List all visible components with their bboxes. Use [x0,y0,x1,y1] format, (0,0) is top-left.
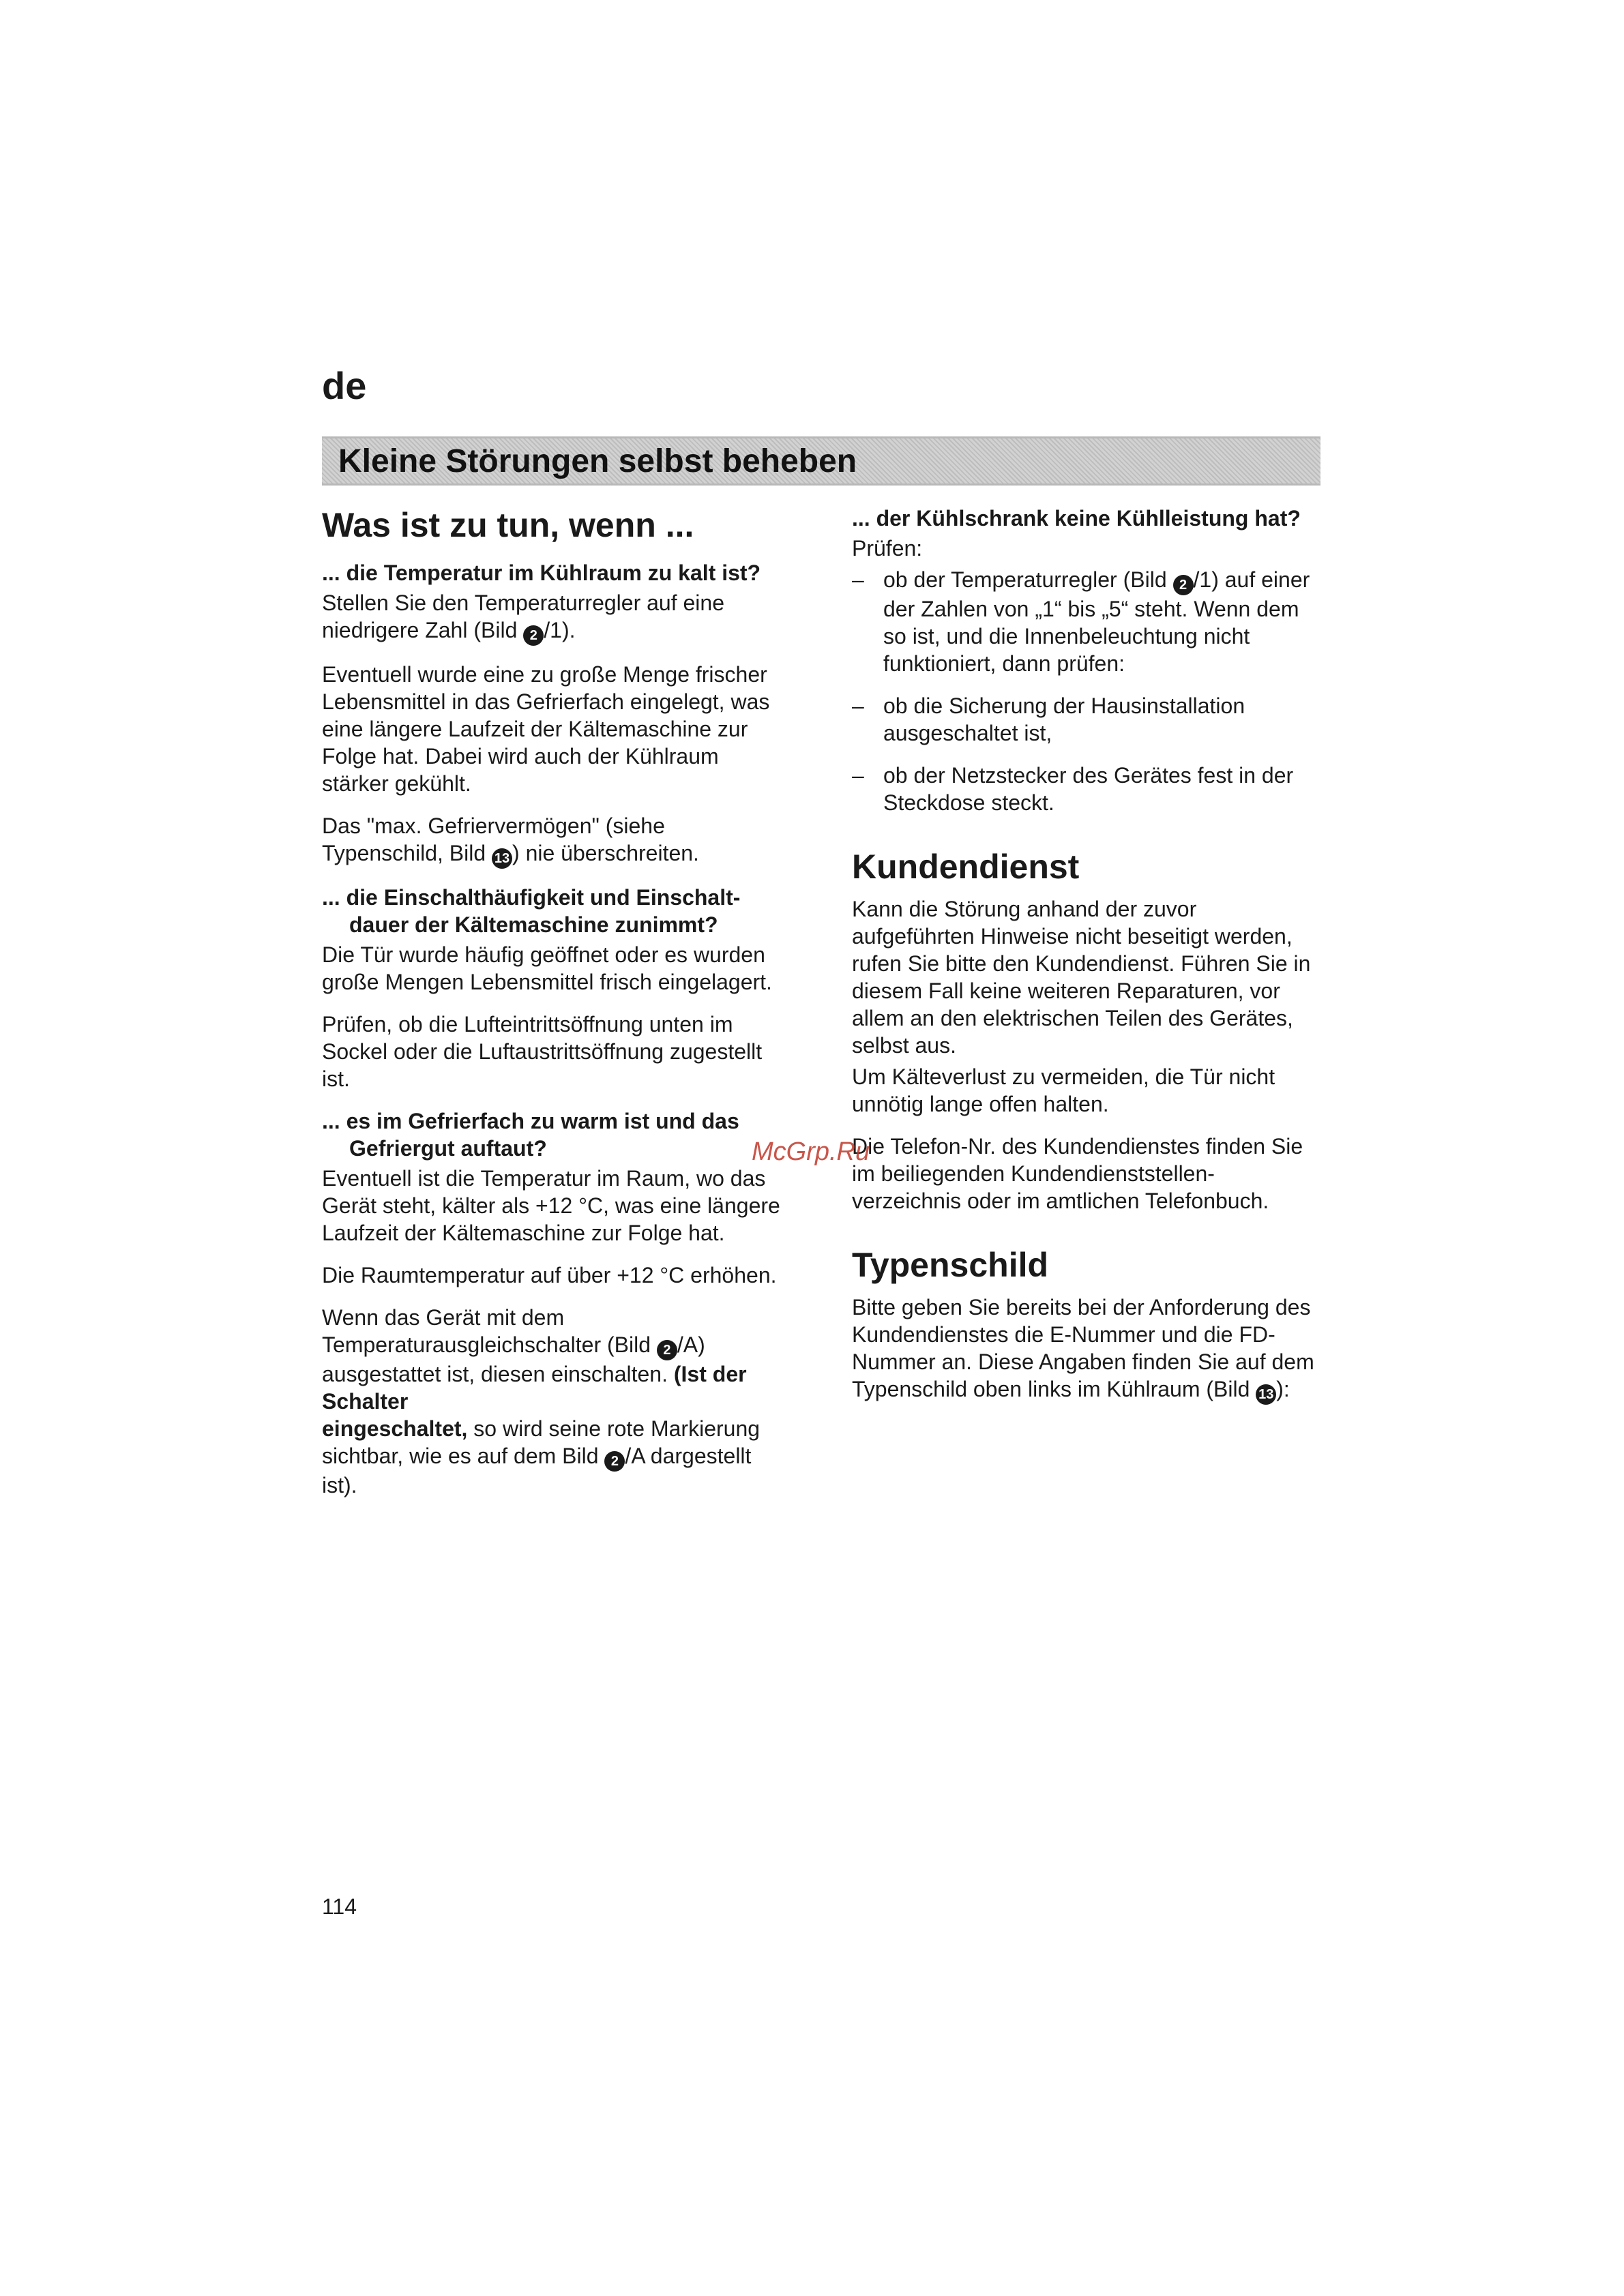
section-title: Kleine Störungen selbst beheben [338,443,857,479]
paragraph: Stellen Sie den Temperaturregler auf eine niedrigere Zahl (Bild 2 /1). [322,589,786,646]
paragraph: Die Raumtemperatur auf über +12 °C erhöhen. [322,1263,777,1287]
heading-type-plate: Typenschild [852,1246,1049,1284]
paragraph: Die Tür wurde häufig geöffnet oder es wurden große Mengen Lebensmittel frisch eingelagert. [322,942,772,994]
list-item: – ob der Netzstecker des Gerätes fest in der Steckdose steckt. [852,762,1323,816]
figure-number-badge: 13 [1256,1384,1276,1405]
question-no-cooling: ... der Kühlschrank keine Kühlleistung hat? [852,506,1301,531]
paragraph: Um Kälteverlust zu vermeiden, die Tür nicht unnötig lange offen halten. [852,1064,1275,1116]
figure-number-badge: 2 [1173,575,1194,595]
heading-customer-service: Kundendienst [852,848,1080,886]
figure-number-badge: 13 [492,848,512,869]
paragraph: Wenn das Gerät mit dem Temperaturausgleichschalter (Bild 2 /A) ausgestattet ist, diesen einschalten. (Ist der Schalter eingeschaltet, so wird seine rote Markierung sichtbar, wie es auf dem Bild 2 /A dargestellt ist). [322,1305,761,1497]
figure-number-badge: 2 [604,1451,625,1472]
paragraph: Eventuell ist die Temperatur im Raum, wo das Gerät steht, kälter als +12 °C, was eine längere Laufzeit der Kältemaschine zur Folge hat. [322,1166,780,1245]
paragraph: Das "max. Gefriervermögen" (siehe Typenschild, Bild 13 ) nie überschreiten. [322,812,786,869]
paragraph: Prüfen, ob die Lufteintrittsöffnung unten im Sockel oder die Luftaustrittsöffnung zugestellt ist. [322,1012,763,1091]
page-number: 114 [322,1894,357,1919]
figure-number-badge: 2 [657,1340,677,1360]
question-freezer-too-warm: ... es im Gefrierfach zu warm ist und das Gefriergut auftaut? [322,1109,739,1161]
section-banner [322,436,1320,486]
language-code: de [322,364,367,407]
paragraph: Prüfen: [852,536,923,561]
list-item: – ob der Temperaturregler (Bild 2 /1) auf einer der Zahlen von „1“ bis „5“ steht. Wenn dem so ist, und die Innenbeleuchtung nicht funktioniert, dann prüfen: [852,566,1323,677]
check-list [852,566,1323,816]
question-too-cold: ... die Temperatur im Kühlraum zu kalt ist? [322,561,761,585]
paragraph: Kann die Störung anhand der zuvor aufgeführten Hinweise nicht beseitigt werden, rufen Sie bitte den Kundendienst. Führen Sie in diesem Fall keine weiteren Reparaturen, vor allem an den elektrischen Teilen des Gerätes, selbst aus. [852,897,1311,1058]
left-column [322,505,786,1514]
watermark: McGrp.Ru [752,1137,870,1166]
paragraph: Die Telefon-Nr. des Kundendienstes finden Sie im beiliegenden Kundendienststellen-verzeichnis oder im amtlichen Telefonbuch. [852,1134,1303,1213]
question-switch-frequency: ... die Einschalthäufigkeit und Einschalt-dauer der Kältemaschine zunimmt? [322,885,741,937]
paragraph: Eventuell wurde eine zu große Menge frischer Lebensmittel in das Gefrierfach eingelegt, was eine längere Laufzeit der Kältemaschine zur Folge hat. Dabei wird auch der Kühlraum stärker gekühlt. [322,662,770,796]
heading-what-to-do: Was ist zu tun, wenn ... [322,506,694,544]
figure-number-badge: 2 [523,625,544,646]
right-column [852,505,1323,1420]
paragraph: Bitte geben Sie bereits bei der Anforderung des Kundendienstes die E-Nummer und die FD-Nummer an. Diese Angaben finden Sie auf dem Typenschild oben links im Kühlraum (Bild 13 ): [852,1294,1323,1405]
list-item: – ob die Sicherung der Hausinstallation ausgeschaltet ist, [852,692,1323,747]
